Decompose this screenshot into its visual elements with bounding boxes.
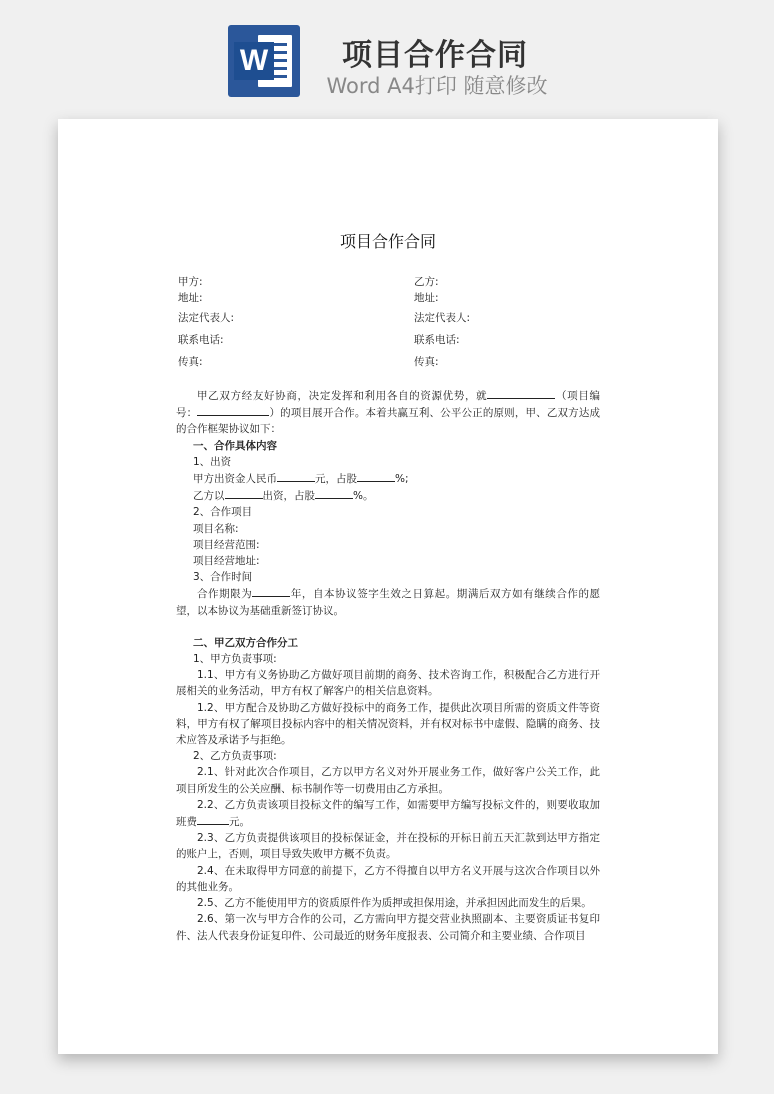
party-b-name-label: 乙方: — [414, 276, 439, 288]
clause-2-5: 2.5、乙方不能使用甲方的资质原件作为质押或担保用途，并承担因此而发生的后果。 — [197, 897, 592, 910]
word-logo-icon — [228, 25, 300, 97]
watermark — [96, 459, 177, 528]
clause-1-2: 1.2、甲方配合及协助乙方做好投标中的商务工作，提供此次项目所需的资质文件等资料，甲方有权了解项目投标内容中的相关情况资料，并有权对标书中虚假、隐瞒的商务、技术应答及承诺予与拒绝。 — [176, 701, 600, 747]
party-b-address-label: 地址: — [414, 292, 439, 304]
party-a-phone-label: 联系电话: — [178, 334, 224, 346]
investment-party-a: 甲方出资金人民币 元，占股 %; — [176, 470, 600, 487]
section-2-title: 二、甲乙双方合作分工 — [193, 636, 298, 649]
clause-2-4: 2.4、在未取得甲方同意的前提下，乙方不得擅自以甲方名义开展与这次合作项目以外的其他业务。 — [176, 864, 600, 893]
intro-paragraph: 甲乙双方经友好协商，决定发挥和利用各自的资源优势，就 （项目编号： ）的项目展开合作。本着共赢互利、公平公正的原则，甲、乙双方达成的合作框架协议如下： — [176, 387, 600, 438]
clause-2-3: 2.3、乙方负责提供该项目的投标保证金，并在投标的开标日前五天汇款到达甲方指定的账户上，否则，项目导致失败甲方概不负责。 — [176, 832, 600, 861]
section-1-item-3: 3、合作时间 — [193, 571, 253, 584]
document-page — [58, 119, 718, 1054]
party-b-phone-label: 联系电话: — [414, 334, 460, 346]
word-logo-letter: W — [234, 42, 274, 80]
project-address-label: 项目经营地址: — [193, 555, 260, 568]
party-a-address-label: 地址: — [178, 292, 203, 304]
party-b-rep-label: 法定代表人: — [414, 312, 471, 324]
project-name-label: 项目名称: — [193, 522, 239, 535]
document-title: 项目合作合同 — [339, 232, 436, 251]
contract-body — [176, 387, 600, 944]
section-1-item-2: 2、合作项目 — [193, 506, 253, 519]
party-a-fax-label: 传真: — [178, 356, 203, 368]
header-title: 项目合作合同 — [342, 38, 528, 73]
party-a-rep-label: 法定代表人: — [178, 312, 235, 324]
cooperation-term: 合作期限为 年，自本协议签字生效之日算起。期满后双方如有继续合作的愿望，以本协议为基础重新签订协议。 — [176, 585, 600, 618]
project-scope-label: 项目经营范围: — [193, 538, 260, 551]
clause-2-6: 2.6、第一次与甲方合作的公司，乙方需向甲方提交营业执照副本、主要资质证书复印件、法人代表身份证复印件、公司最近的财务年度报表、公司简介和主要业绩、合作项目 — [176, 913, 600, 942]
section-1-item-1: 1、出资 — [193, 455, 232, 468]
investment-party-b: 乙方以 出资，占股 %。 — [176, 487, 600, 504]
page-header — [0, 0, 774, 118]
party-a-name-label: 甲方: — [178, 276, 203, 288]
clause-1-1: 1.1、甲方有义务协助乙方做好项目前期的商务、技术咨询工作，积极配合乙方进行开展相关的业务活动，甲方有权了解客户的相关信息资料。 — [176, 669, 600, 698]
section-1-title: 一、合作具体内容 — [193, 439, 277, 452]
clause-2-1: 2.1、针对此次合作项目，乙方以甲方名义对外开展业务工作，做好客户公关工作，此项目所发生的公关应酬、标书制作等一切费用由乙方承担。 — [176, 766, 600, 795]
header-subtitle: Word A4打印 随意修改 — [326, 74, 548, 98]
clause-2-2: 2.2、乙方负责该项目投标文件的编写工作，如需要甲方编写投标文件的，则要收取加班费 元。 — [176, 798, 600, 829]
party-b-fax-label: 传真: — [414, 356, 439, 368]
party-b-duties-title: 2、乙方负责事项: — [193, 750, 277, 763]
party-a-duties-title: 1、甲方负责事项: — [193, 653, 277, 666]
